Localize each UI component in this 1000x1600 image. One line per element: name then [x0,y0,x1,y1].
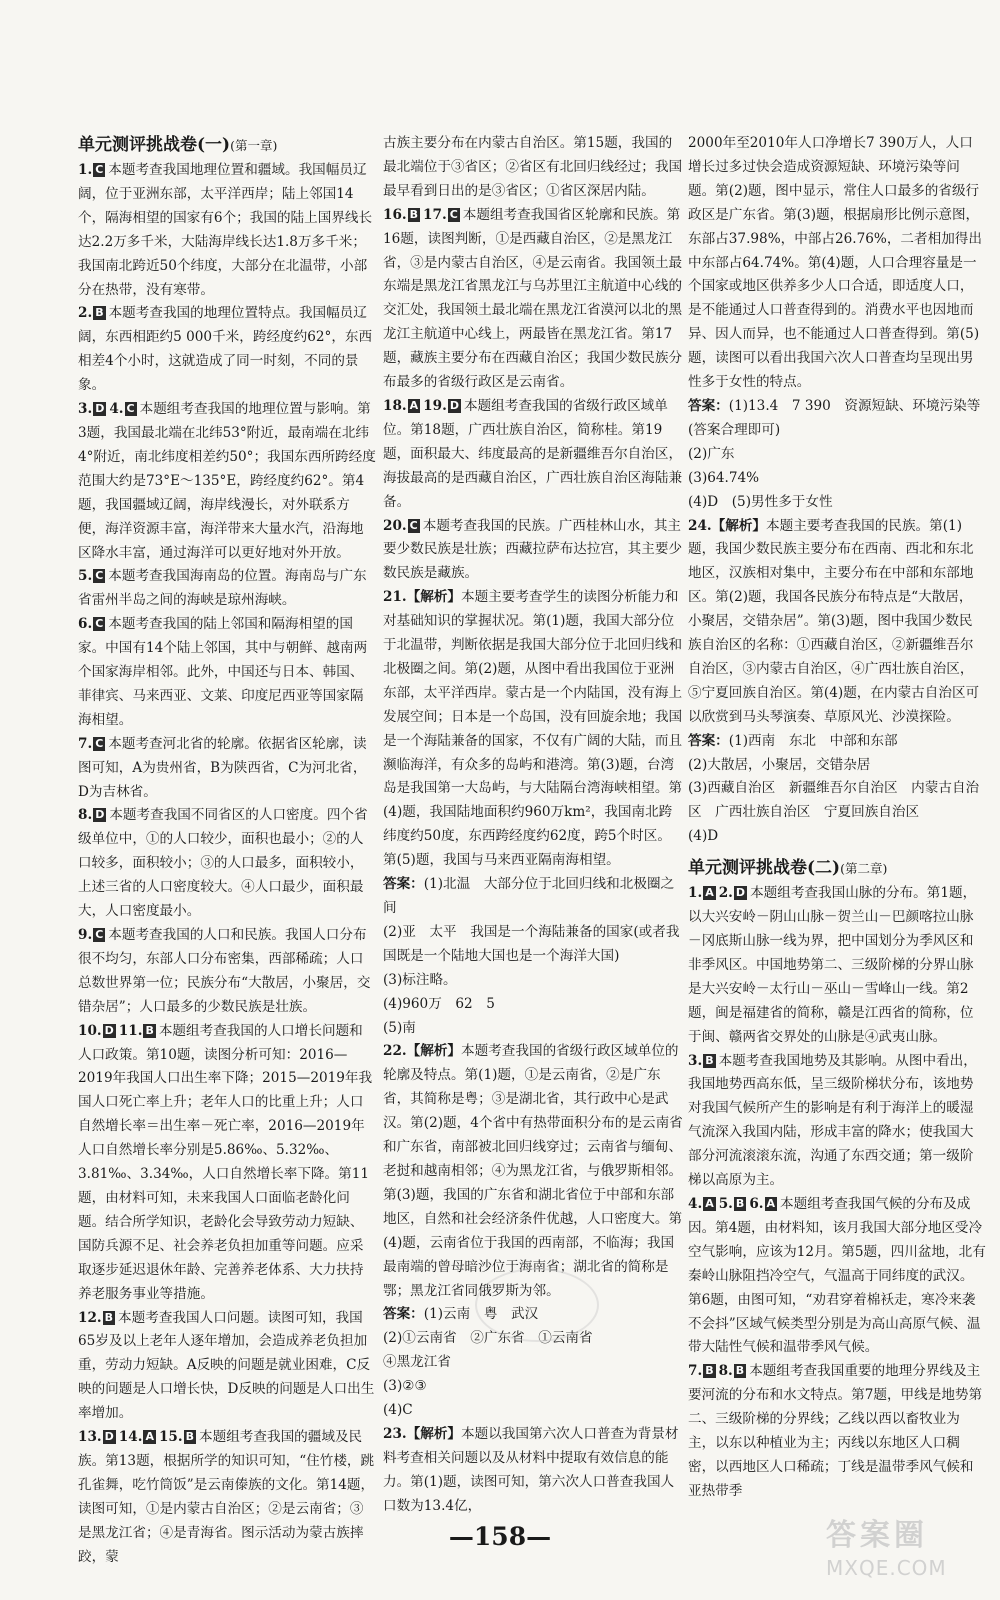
answer-choice-box: B [185,1430,195,1444]
unit-title [688,855,986,882]
item-text: 本题考查河北省的轮廓。依据省区轮廓，读图可知，A为贵州省，B为陕西省，C为河北省，D为吉林省。 [78,735,367,800]
answer-text: (2)亚 太平 我国是一个海陆兼备的国家(或者我国既是一个陆地大国也是一个海洋大国) [383,923,680,964]
answer-text: (3)②③ [383,1378,427,1395]
answer-block [688,730,986,850]
item-text: 本题考查我国地势及其影响。从图中看出，我国地势西高东低，呈三级阶梯状分布，该地势对我国气候所产生的影响是有利于海洋上的暖湿气流深入我国内陆，形成丰富的降水；使我国大部分河流滚滚东流，沟通了东西交通；第一级阶梯以高原为主。 [688,1052,977,1189]
answer-choice-box: B [95,306,104,320]
answer-line [383,921,683,969]
item-text: 本题考查我国的地理位置特点。我国幅员辽阔，东西相距约5 000千米，跨经度约62°，东西相差4个小时，这就造成了同一时刻，不同的景象。 [78,305,373,394]
answer-choice-box: B [145,1023,154,1037]
unit-title-sub: (第二章) [840,861,888,877]
question-item [78,1307,376,1427]
answer-choice-box: D [449,398,459,412]
question-number: 4. [109,401,124,418]
question-number: 20. [383,517,407,534]
question-number: 9. [78,927,93,943]
answer-choice-box: C [95,928,104,941]
item-text: 本题考查我国地理位置和疆域。我国幅员辽阔，位于亚洲东部，太平洋西岸；陆上邻国14个，隔海相望的国家有6个；我国的陆上国界线长达2.2万多千米，大陆海岸线长达1.8万多千米；我国南北跨近50个纬度，大部分在北温带，小部分在热带，没有寒带。 [78,162,373,298]
question-item [688,1050,986,1193]
unit-title-sub: (第一章) [230,138,278,153]
answer-choice-box: C [126,402,135,416]
answer-choice-box: A [145,1430,154,1444]
question-item [78,565,376,613]
watermark-text-top: 答案圈 [826,1518,928,1553]
question-item [383,1423,683,1519]
answer-text: (5)南 [383,1019,416,1036]
answer-choice-box: B [409,207,419,221]
answer-choice-box: A [705,886,714,900]
faint-stamp [475,1268,599,1342]
question-number: 1. [688,885,703,902]
question-item [78,804,376,924]
item-text: 本题组考查我国气候的分布及成因。第4题，由材料知，该月我国大部分地区受冷空气影响，应该为12月。第5题，四川盆地，北有秦岭山脉阻挡冷空气，气温高于同纬度的武汉。第6题，由图可知，“劝君穿着棉袄走，寒冷来袭不会抖”区域气候类型分别是为高山高原气候、温带大陆性气候和温带季风气候。 [688,1195,986,1356]
answer-line [383,1017,683,1041]
answer-text: (4)960万 62 5 [383,995,495,1012]
answer-line [688,777,986,825]
question-number: 10. [78,1022,102,1039]
answer-choice-box: C [409,518,418,532]
question-item [688,515,986,730]
answer-text: (2)广东 [688,445,735,462]
answer-text: ④黑龙江省 [383,1354,451,1371]
answer-line [383,1375,683,1399]
question-item [78,302,376,398]
question-number: 7. [78,735,93,752]
answer-text: (4)D [688,828,719,845]
answer-line [383,1351,683,1375]
item-text: 本题考查我国的陆上邻国和隔海相望的国家。中国有14个陆上邻国，其中与朝鲜、越南两个国家海岸相邻。此外，中国还与日本、韩国、菲律宾、马来西亚、文莱、印度尼西亚等国家隔海相望。 [78,616,368,728]
question-number: 21. [383,589,407,606]
answer-choice-box: D [95,402,105,416]
answer-line [688,395,986,443]
item-text: 本题组考查我国山脉的分布。第1题，以大兴安岭－阴山山脉－贺兰山－巴颜喀拉山脉－冈底斯山脉一线为界，把中国划分为季风区和非季风区。中国地势第二、三级阶梯的分界山脉是大兴安岭－太行山－巫山－雪峰山一线。第2题，闽是福建省的简称，赣是江西省的简称，位于闽、赣两省交界处的山脉是④武夷山脉。 [688,885,977,1045]
item-text: 本题以我国第六次人口普查为背景材料考查相关问题以及从材料中提取有效信息的能力。第(1)题，读图可知，第六次人口普查我国人口数为13.4亿， [383,1425,679,1514]
page-number: —158— [448,1522,552,1551]
question-number: 8. [78,807,93,824]
answer-choice-box: A [705,1196,714,1210]
question-item [78,159,376,302]
question-number: 13. [78,1429,102,1446]
question-number: 1. [78,162,93,178]
question-number: 2. [718,885,733,902]
question-item [383,586,683,873]
answer-line [688,825,986,849]
question-item [383,395,683,515]
answer-choice-box: A [766,1196,776,1210]
question-item [78,1020,376,1307]
question-item [383,204,683,395]
answer-choice-box: B [735,1196,745,1210]
question-item [78,613,376,733]
answer-block [688,395,986,515]
question-item [78,733,376,805]
column-1 [78,132,376,1569]
answer-text: (1)云南 粤 武汉 [423,1306,539,1323]
answer-block [383,873,683,1040]
question-item [688,1193,986,1360]
item-text: 本题组考查我国重要的地理分界线及主要河流的分布和水文特点。第7题，甲线是地势第二、三级阶梯的分界线；乙线以西以畜牧业为主，以东以种植业为主；丙线以东地区人口稠密，以西地区人口稀疏；丁线是温带季风气候和亚热带季 [688,1363,983,1499]
answer-text: (4)C [383,1402,413,1419]
item-text: 本题组考查我国的地理位置与影响。第3题，我国最北端在北纬53°附近，最南端在北纬4°附近，南北纬度相差约50°；我国东西所跨经度范围大约是73°E～135°E，跨经度约62°。第4题，我国疆域辽阔，海岸线漫长，对外联系方便，海洋资源丰富，海洋带来大量水汽，沿海地区降水丰富，通过海洋可以更好地对外开放。 [78,401,376,561]
question-number: 11. [118,1022,143,1039]
answer-line [688,443,986,467]
question-number: 3. [688,1052,703,1069]
item-text: 本题组考查我国的疆域及民族。第13题，根据所学的知识可知，“住竹楼，跳孔雀舞，吃竹筒饭”是云南傣族的文化。第14题，读图可知，①是内蒙古自治区；②是云南省；③是黑龙江省；④是青海省。图示活动为蒙古族摔跤，蒙 [78,1429,375,1565]
answer-text: (1)西南 东北 中部和东部 [728,732,898,749]
answer-choice-box: C [449,207,458,221]
answer-choice-box: B [705,1053,714,1067]
answer-choice-box: D [104,1430,114,1444]
answer-line [383,1399,683,1423]
answer-text: (2)大散居，小聚居，交错杂居 [688,756,871,773]
question-item [688,132,986,395]
answer-line [688,467,986,491]
answer-label: 答案： [383,876,424,893]
item-text: 本题组考查我国省区轮廓和民族。第16题，读图判断，①是西藏自治区，②是黑龙江省，③是内蒙古自治区，④是云南省。我国领土最东端是黑龙江省黑龙江与乌苏里江主航道中心线的交汇处，我国领土最北端在黑龙江省漠河以北的黑龙江主航道中心线上，两最皆在黑龙江省。第17题，藏族主要分布在西藏自治区；我国少数民族分布最多的省级行政区是云南省。 [383,206,683,391]
question-number: 16. [383,206,407,223]
answer-choice-box: D [735,886,746,900]
question-number: 12. [78,1309,102,1326]
question-item [688,1360,986,1503]
answer-choice-box: B [104,1310,114,1324]
question-number: 8. [718,1363,733,1380]
answer-text: (3)标注略。 [383,971,457,988]
answer-label: 答案： [383,1306,424,1323]
question-number: 24. [688,517,712,534]
item-text: 本题考查我国海南岛的位置。海南岛与广东省雷州半岛之间的海峡是琼州海峡。 [78,568,367,609]
question-number: 14. [118,1429,143,1446]
question-number: 7. [688,1363,703,1380]
answer-text: (1)13.4 7 390 资源短缺、环境污染等(答案合理即可) [688,397,981,438]
question-number: 4. [688,1195,703,1212]
column-3 [688,132,986,1504]
question-number: 6. [78,616,93,633]
question-item [78,924,376,1020]
answer-line [688,754,986,778]
question-number: 5. [718,1195,733,1212]
item-text: 本题组考查我国的人口增长问题和人口政策。第10题，读图分析可知：2016—2019年我国人口出生率下降；2015—2019年我国人口死亡率上升；老年人口的比重上升；人口自然增长率＝出生率－死亡率，2016—2019年人口自然增长率分别是5.86‰、5.32‰、3.81‰、3.34‰，人口自然增长率下降。第11题，由材料可知，未来我国人口面临老龄化问题。结合所学知识，老龄化会导致劳动力短缺、国防兵源不足、社会养老负担加重等问题。应采取逐步延迟退休年龄、完善养老体系、大力扶持养老服务事业等措施。 [78,1022,373,1302]
item-text: 本题主要考查我国的民族。第(1)题，我国少数民族主要分布在西南、西北和东北地区，汉族相对集中，主要分布在中部和东部地区。第(2)题，我国各民族分布特点是“大散居，小聚居，交错杂居”。第(3)题，图中我国少数民族自治区的名称：①西藏自治区，②新疆维吾尔自治区，③内蒙古自治区，④广西壮族自治区，⑤宁夏回族自治区。第(4)题，在内蒙古自治区可以欣赏到马头琴演奏、草原风光、沙漠探险。 [688,517,980,725]
analysis-label: 【解析】 [711,517,767,534]
question-number: 22. [383,1043,407,1060]
unit-title-text: 单元测评挑战卷(一) [78,135,231,155]
watermark-logo [826,1516,984,1590]
answer-text: (3)西藏自治区 新疆维吾尔自治区 内蒙古自治区 广西壮族自治区 宁夏回族自治区 [688,780,980,821]
answer-text: (3)64.74% [688,469,760,486]
question-number: 5. [78,568,93,585]
answer-label: 答案： [688,732,729,749]
item-text: 本题组考查我国的省级行政区域单位。第18题，广西壮族自治区，简称桂。第19题，面积最大、纬度最高的是新疆维吾尔自治区，海拔最高的是西藏自治区，广西壮族自治区海陆兼备。 [383,397,683,510]
watermark-text-bottom: MXQE.COM [826,1556,947,1580]
answer-text: (4)D (5)男性多于女性 [688,493,833,510]
question-number: 3. [78,401,93,418]
question-number: 19. [423,397,447,414]
question-item [383,132,683,204]
question-number: 18. [383,397,407,414]
unit-title-text: 单元测评挑战卷(二) [688,858,841,879]
item-text: 本题考查我国的人口和民族。我国人口分布很不均匀，东部人口分布密集，西部稀疏；人口总数世界第一位；民族分布“大散居，小聚居，交错杂居”；人口最多的少数民族是壮族。 [78,927,371,1015]
answer-choice-box: B [735,1364,745,1378]
answer-choice-box: D [104,1023,114,1037]
answer-line [383,969,683,993]
question-item [78,398,376,565]
analysis-label: 【解析】 [406,1425,462,1442]
answer-line [688,730,986,754]
question-number: 6. [749,1195,764,1212]
question-number: 23. [383,1425,407,1442]
question-item [688,882,986,1049]
answer-choice-box: D [95,808,105,822]
answer-text: (1)北温 大部分位于北回归线和北极圈之间 [383,876,675,916]
item-text: 本题主要考查学生的读图分析能力和对基础知识的掌握状况。第(1)题，我国大部分位于北温带，判断依据是我国大部分位于北回归线和北极圈之间。第(2)题，从图中看出我国位于亚洲东部，太平洋西岸。蒙古是一个内陆国，没有海上发展空间；日本是一个岛国，没有回旋余地；我国是一个海陆兼备的国家，不仅有广阔的大陆，而且濒临海洋，有众多的岛屿和港湾。第(3)题，台湾岛是我国第一大岛屿，与大陆隔台湾海峡相望。第(4)题，我国陆地面积约960万km²，我国南北跨纬度约50度，东西跨经度约62度，跨5个时区。第(5)题，我国与马来西亚隔南海相望。 [383,589,683,869]
item-text: 本题考查我国的省级行政区域单位的轮廓及特点。第(1)题，①是云南省，②是广东省，其简称是粤；③是湖北省，其行政中心是武汉。第(2)题，4个省中有热带面积分布的是云南省和广东省，南部被北回归线穿过；云南省与缅甸、老挝和越南相邻；④为黑龙江省，与俄罗斯相邻。第(3)题，我国的广东省和湖北省位于中部和东部地区，自然和社会经济条件优越，人口密度大。第(4)题，云南省位于我国的西南部，不临海；我国最南端的曾母暗沙位于海南省；湖北省的简称是鄂；黑龙江省同俄罗斯为邻。 [383,1043,683,1299]
item-text: 本题考查我国的民族。广西桂林山水，其主要少数民族是壮族；西藏拉萨布达拉宫，其主要少数民族是藏族。 [383,517,683,582]
answer-choice-box: C [95,736,104,750]
item-text: 古族主要分布在内蒙古自治区。第15题，我国的最北端位于③省区；②省区有北回归线经过；我国最早看到日出的是③省区；①省区深居内陆。 [383,135,683,199]
question-number: 17. [423,206,447,223]
unit-title [78,132,376,159]
analysis-label: 【解析】 [406,1043,462,1060]
item-text: 2000年至2010年人口净增长7 390万人，人口增长过多过快会造成资源短缺、环境污染等问题。第(2)题，图中显示，常住人口最多的省级行政区是广东省。第(3)题，根据扇形比例示意图，东部占37.98%，中部占26.76%，二者相加得出中东部占64.74%。第(4)题，人口合理容量是一个国家或地区供养多少人口合适，即适度人口，是不能通过人口普查得到的。消费水平也因地而异、因人而异，也不能通过人口普查得到。第(5)题，读图可以看出我国六次人口普查均呈现出男性多于女性的特点。 [688,135,982,391]
question-number: 2. [78,305,93,322]
answer-line [688,491,986,515]
question-number: 15. [158,1429,183,1446]
answer-choice-box: C [95,569,104,583]
answer-choice-box: C [95,617,104,631]
answer-label: 答案： [688,397,729,414]
item-text: 本题考查我国人口问题。读图可知，我国65岁及以上老年人逐年增加，会造成养老负担加重，劳动力短缺。A反映的问题是就业困难，C反映的问题是人口增长快，D反映的问题是人口出生率增加。 [78,1309,375,1422]
answer-line [383,993,683,1017]
answer-text: (2)①云南省 ②广东省 ①云南省 [383,1330,593,1347]
item-text: 本题考查我国不同省区的人口密度。四个省级单位中，①的人口较少，面积也最小；②的人口较多，面积较小；③的人口最多，面积较小，上述三省的人口密度较大。④人口最少，面积最大，人口密度最小。 [78,807,368,920]
analysis-label: 【解析】 [406,589,462,606]
answer-choice-box: C [95,163,104,176]
answer-choice-box: B [705,1364,714,1378]
question-item [383,515,683,587]
answer-choice-box: A [409,398,419,412]
question-item [383,1040,683,1303]
answer-line [383,873,683,921]
